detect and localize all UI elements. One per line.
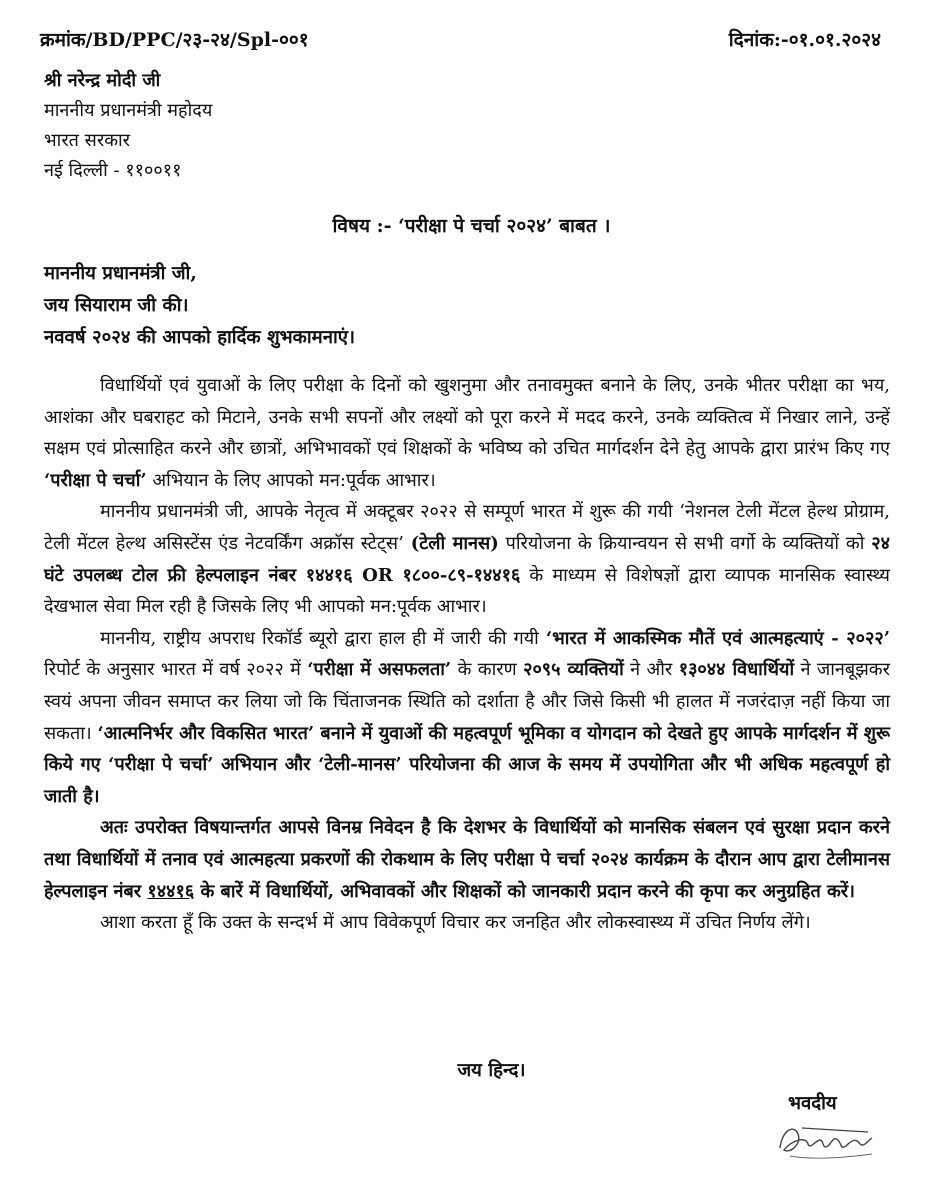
paragraph-3-connector: के कारण	[451, 659, 524, 681]
paragraph-5: आशा करता हूँ कि उक्त के सन्दर्भ में आप विवेकपूर्ण विचार कर जनहित और लोकस्वास्थ्य में उचित निर्णय लेंगे।	[100, 912, 811, 934]
paragraph-2	[44, 496, 890, 622]
report-title: ‘भारत में आकस्मिक मौतें एवं आत्महत्याएं - २०२२’	[545, 627, 890, 649]
greeting-block	[44, 258, 355, 354]
yours-faithfully: भवदीय	[788, 1093, 837, 1114]
paragraph-1-text: विधार्थियों एवं युवाओं के लिए परीक्षा के दिनों को खुशनुमा और तनावमुक्त बनाने के लिए, उनके भीतर परीक्षा का भय, आशंका और घबराहट को मिटाने, उनके सभी सपनों और लक्ष्यों को पूरा करने में मदद करने, उनके व्यक्तित्व में निखार लाने, उन्हें सक्षम एवं प्रोत्साहित करने और छात्रों, अभिभावकों एवं शिक्षकों के भविष्य को उचित मार्गदर्शन देने हेतु आपके द्वारा प्रारंभ किए गए	[44, 375, 890, 460]
reference-number: क्रमांक/BD/PPC/२३-२४/Spl-००१	[40, 29, 309, 51]
paragraph-4-end: के बारें में विधार्थियों, अभिवावकों और शिक्षकों को जानकारी प्रदान करने की कृपा कर अनुग्रहित करें।	[194, 880, 855, 902]
paragraph-3-rest: ने जानबूझकर स्वयं अपना जीवन समाप्त कर लिया जो कि चिंताजनक स्थिति को दर्शाता है और जिसे किसी भी हालत में नजरंदाज़ नहीं किया जा सकता।	[44, 659, 890, 744]
exam-failure-label: ‘परीक्षा में असफलता’	[307, 659, 452, 681]
paragraph-4-text: अतः उपरोक्त विषयान्तर्गत आपसे विनम्र निवेदन है कि देशभर के विधार्थियों को मानसिक संबलन एवं सुरक्षा प्रदान करने तथा विधार्थियों में तनाव एवं आत्महत्या प्रकरणों की रोकथाम के लिए परीक्षा पे चर्चा २०२४ कार्यक्रम के दौरान आप द्वारा टेलीमानस हेल्पलाइन नंबर	[44, 817, 890, 902]
recipient-city: नई दिल्ली - ११००११	[44, 160, 182, 181]
paragraph-3-bold-conclusion: ‘आत्मनिर्भर और विकसित भारत’ बनाने में युवाओं की महत्वपूर्ण भूमिका व योगदान को देखते हुए आपके मार्गदर्शन में शुरू किये गए ‘परीक्षा पे चर्चा’ अभियान और ‘टेली-मानस’ परियोजना की आज के समय में उपयोगिता और भी अधिक महत्वपूर्ण हो जाती है।	[44, 722, 890, 807]
recipient-name: श्री नरेन्द्र मोदी जी	[44, 70, 161, 91]
letter-header	[40, 26, 881, 52]
new-year-wishes: नववर्ष २०२४ की आपको हार्दिक शुभकामनाएं।	[44, 327, 356, 348]
salutation: माननीय प्रधानमंत्री जी,	[44, 263, 197, 284]
paragraph-3-mid: रिपोर्ट के अनुसार भारत में वर्ष २०२२ में	[44, 659, 308, 681]
paragraph-3-and: ने और	[623, 659, 679, 681]
letter-body	[44, 370, 890, 939]
letter-date: दिनांक:-०१.०१.२०२४	[728, 29, 881, 51]
recipient-designation: माननीय प्रधानमंत्री महोदय	[44, 100, 213, 121]
paragraph-3-text: माननीय, राष्ट्रीय अपराध रिकॉर्ड ब्यूरो द्वारा हाल ही में जारी की गयी	[100, 627, 546, 649]
paragraph-2-end: के माध्यम से विशेषज्ञों द्वारा व्यापक मानसिक स्वास्थ्य देखभाल सेवा मिल रही है जिसके लिए भी आपको मन:पूर्वक आभार।	[44, 564, 890, 618]
paragraph-4	[44, 812, 890, 907]
helpline-numbers: २४ घंटे उपलब्ध टोल फ्री हेल्पलाइन नंबर १४४१६ OR १८००-८९-१४४१६	[44, 532, 890, 586]
paragraph-1	[44, 370, 890, 496]
paragraph-2-mid: परियोजना के क्रियान्वयन से सभी वर्गो के व्यक्तियों को	[498, 532, 872, 554]
recipient-address	[44, 66, 212, 186]
tele-manas-label: (टेली मानस)	[410, 532, 499, 554]
greeting-line: जय सियाराम जी की।	[44, 295, 189, 316]
campaign-name: ‘परीक्षा पे चर्चा’	[44, 469, 147, 491]
paragraph-2-text: माननीय प्रधानमंत्री जी, आपके नेतृत्व में अक्टूबर २०२२ से सम्पूर्ण भारत में शुरू की गयी ‘नेशनल टेली मेंटल हेल्थ प्रोग्राम, टेली मेंटल हेल्थ असिस्टेंस एंड नेटवर्किंग अक्रॉस स्टेट्स’	[44, 501, 890, 554]
recipient-organization: भारत सरकार	[44, 130, 131, 151]
letter-subject: विषय :- ‘परीक्षा पे चर्चा २०२४’ बाबत ।	[332, 215, 611, 237]
helpline-number-underlined: १४४१६	[147, 880, 195, 902]
persons-count: २०९५ व्यक्तियों	[523, 659, 624, 681]
paragraph-3	[44, 623, 890, 813]
signature-image	[772, 1110, 882, 1170]
paragraph-1-end: अभियान के लिए आपको मन:पूर्वक आभार।	[146, 469, 436, 491]
students-count: १३०४४ विधार्थियों	[678, 659, 795, 681]
jai-hind: जय हिन्द।	[457, 1060, 526, 1081]
